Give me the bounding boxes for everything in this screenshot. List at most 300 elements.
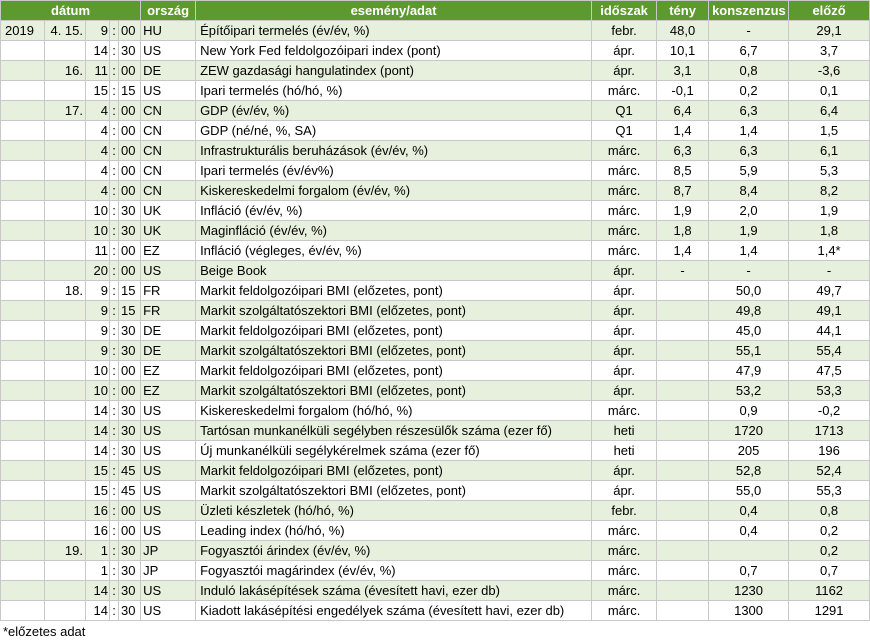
cell-period: márc. [592,141,657,161]
cell-event: Maginfláció (év/év, %) [196,221,592,241]
cell-country: DE [141,321,196,341]
cell-minute: 00 [119,241,141,261]
cell-year [1,561,45,581]
cell-event: Infrastrukturális beruházások (év/év, %) [196,141,592,161]
cell-period: márc. [592,521,657,541]
cell-day [45,321,86,341]
cell-minute: 00 [119,261,141,281]
cell-day [45,141,86,161]
cell-consensus: 6,7 [709,41,789,61]
cell-hour: 4 [86,161,110,181]
cell-consensus: 0,4 [709,521,789,541]
cell-time-separator: : [110,541,119,561]
cell-minute: 30 [119,601,141,621]
cell-previous: 1,5 [789,121,870,141]
cell-day [45,341,86,361]
cell-period: ápr. [592,381,657,401]
cell-consensus: 205 [709,441,789,461]
cell-minute: 45 [119,461,141,481]
cell-previous: 55,4 [789,341,870,361]
cell-consensus: 0,2 [709,81,789,101]
cell-consensus: 55,1 [709,341,789,361]
cell-minute: 30 [119,421,141,441]
cell-minute: 00 [119,361,141,381]
cell-day [45,561,86,581]
cell-event: Fogyasztói magárindex (év/év, %) [196,561,592,581]
cell-country: CN [141,101,196,121]
cell-year [1,201,45,221]
table-row [1,141,870,161]
cell-time-separator: : [110,181,119,201]
cell-country: US [141,481,196,501]
cell-period: márc. [592,581,657,601]
cell-previous: 1,8 [789,221,870,241]
cell-period: Q1 [592,121,657,141]
cell-period: heti [592,441,657,461]
cell-day [45,181,86,201]
cell-year [1,101,45,121]
cell-event: Új munkanélküli segélykérelmek száma (ezer fő) [196,441,592,461]
cell-event: Induló lakásépítések száma (évesített havi, ezer db) [196,581,592,601]
cell-hour: 14 [86,601,110,621]
cell-consensus: 8,4 [709,181,789,201]
cell-year: 2019 [1,21,45,41]
cell-consensus: 52,8 [709,461,789,481]
cell-fact: 3,1 [657,61,709,81]
cell-year [1,181,45,201]
cell-time-separator: : [110,81,119,101]
table-body [1,21,870,621]
cell-day: 18. [45,281,86,301]
cell-period: ápr. [592,361,657,381]
cell-hour: 10 [86,221,110,241]
cell-time-separator: : [110,401,119,421]
table-row [1,601,870,621]
cell-consensus: 45,0 [709,321,789,341]
cell-fact [657,461,709,481]
cell-hour: 4 [86,181,110,201]
cell-period: márc. [592,81,657,101]
cell-country: US [141,461,196,481]
table-row [1,561,870,581]
cell-year [1,301,45,321]
cell-country: US [141,601,196,621]
table-row [1,441,870,461]
cell-year [1,141,45,161]
cell-minute: 30 [119,221,141,241]
cell-country: US [141,81,196,101]
cell-previous: 29,1 [789,21,870,41]
cell-previous: 3,7 [789,41,870,61]
table-row [1,501,870,521]
cell-hour: 9 [86,21,110,41]
cell-fact [657,441,709,461]
cell-consensus: 50,0 [709,281,789,301]
cell-day [45,521,86,541]
cell-country: DE [141,341,196,361]
cell-time-separator: : [110,361,119,381]
table-row [1,101,870,121]
cell-period: márc. [592,241,657,261]
cell-consensus: 1,4 [709,121,789,141]
cell-previous: 55,3 [789,481,870,501]
cell-country: US [141,501,196,521]
cell-country: US [141,41,196,61]
cell-consensus: 53,2 [709,381,789,401]
cell-day [45,241,86,261]
cell-event: Markit szolgáltatószektori BMI (előzetes, pont) [196,481,592,501]
cell-hour: 14 [86,41,110,61]
cell-period: márc. [592,401,657,421]
cell-time-separator: : [110,461,119,481]
table-row [1,201,870,221]
cell-period: márc. [592,201,657,221]
cell-event: Markit feldolgozóipari BMI (előzetes, pont) [196,461,592,481]
cell-day: 16. [45,61,86,81]
cell-fact: 1,9 [657,201,709,221]
cell-consensus: 5,9 [709,161,789,181]
header-previous: előző [789,1,870,21]
header-period: időszak [592,1,657,21]
table-row [1,81,870,101]
cell-consensus: 0,9 [709,401,789,421]
cell-fact [657,401,709,421]
cell-fact [657,281,709,301]
cell-minute: 00 [119,121,141,141]
cell-previous: 8,2 [789,181,870,201]
cell-period: márc. [592,161,657,181]
cell-event: Leading index (hó/hó, %) [196,521,592,541]
cell-previous: 47,5 [789,361,870,381]
cell-hour: 16 [86,501,110,521]
cell-period: ápr. [592,61,657,81]
cell-hour: 14 [86,441,110,461]
cell-minute: 00 [119,141,141,161]
cell-year [1,121,45,141]
cell-period: márc. [592,221,657,241]
cell-year [1,221,45,241]
cell-fact [657,301,709,321]
table-row [1,241,870,261]
cell-fact [657,381,709,401]
cell-country: DE [141,61,196,81]
cell-minute: 30 [119,401,141,421]
cell-day [45,441,86,461]
cell-year [1,281,45,301]
cell-hour: 15 [86,461,110,481]
cell-year [1,241,45,261]
cell-fact: 10,1 [657,41,709,61]
cell-hour: 1 [86,561,110,581]
cell-country: US [141,521,196,541]
header-country: ország [141,1,196,21]
cell-country: US [141,421,196,441]
cell-period: ápr. [592,41,657,61]
cell-minute: 00 [119,61,141,81]
cell-year [1,481,45,501]
cell-year [1,461,45,481]
cell-minute: 00 [119,161,141,181]
cell-time-separator: : [110,321,119,341]
cell-consensus [709,541,789,561]
cell-time-separator: : [110,421,119,441]
cell-consensus: - [709,261,789,281]
cell-hour: 14 [86,421,110,441]
cell-year [1,41,45,61]
cell-hour: 4 [86,101,110,121]
cell-minute: 15 [119,301,141,321]
cell-country: FR [141,281,196,301]
cell-consensus: 55,0 [709,481,789,501]
cell-time-separator: : [110,521,119,541]
cell-consensus: 1,4 [709,241,789,261]
cell-time-separator: : [110,241,119,261]
cell-time-separator: : [110,281,119,301]
cell-hour: 16 [86,521,110,541]
cell-hour: 10 [86,201,110,221]
cell-period: márc. [592,601,657,621]
cell-year [1,261,45,281]
cell-event: Markit feldolgozóipari BMI (előzetes, pont) [196,321,592,341]
table-row [1,281,870,301]
cell-year [1,601,45,621]
cell-minute: 00 [119,381,141,401]
cell-consensus: 0,4 [709,501,789,521]
cell-day [45,481,86,501]
header-date: dátum [1,1,141,21]
cell-consensus: 49,8 [709,301,789,321]
cell-time-separator: : [110,561,119,581]
cell-hour: 14 [86,401,110,421]
cell-fact [657,341,709,361]
header-fact: tény [657,1,709,21]
cell-country: EZ [141,241,196,261]
cell-country: FR [141,301,196,321]
cell-country: UK [141,201,196,221]
table-row [1,61,870,81]
cell-minute: 00 [119,501,141,521]
table-row [1,121,870,141]
cell-time-separator: : [110,201,119,221]
cell-day [45,401,86,421]
cell-country: EZ [141,381,196,401]
table-row [1,321,870,341]
cell-previous: 49,1 [789,301,870,321]
table-row [1,421,870,441]
cell-event: Beige Book [196,261,592,281]
cell-event: Markit feldolgozóipari BMI (előzetes, pont) [196,361,592,381]
cell-hour: 9 [86,281,110,301]
cell-fact [657,541,709,561]
cell-hour: 9 [86,341,110,361]
cell-previous: 0,7 [789,561,870,581]
cell-hour: 10 [86,381,110,401]
table-row [1,381,870,401]
cell-event: GDP (év/év, %) [196,101,592,121]
cell-year [1,501,45,521]
cell-minute: 15 [119,81,141,101]
cell-day [45,261,86,281]
cell-fact: -0,1 [657,81,709,101]
cell-event: Markit szolgáltatószektori BMI (előzetes, pont) [196,381,592,401]
cell-fact: 1,4 [657,241,709,261]
cell-fact [657,581,709,601]
cell-consensus: 0,7 [709,561,789,581]
cell-year [1,81,45,101]
cell-year [1,421,45,441]
cell-fact: - [657,261,709,281]
cell-fact [657,501,709,521]
table-row [1,461,870,481]
cell-country: US [141,441,196,461]
cell-hour: 9 [86,301,110,321]
table-row [1,541,870,561]
cell-time-separator: : [110,381,119,401]
cell-event: ZEW gazdasági hangulatindex (pont) [196,61,592,81]
cell-year [1,161,45,181]
cell-country: US [141,581,196,601]
cell-consensus: 2,0 [709,201,789,221]
cell-period: ápr. [592,301,657,321]
footnote: *előzetes adat [3,624,86,639]
cell-minute: 30 [119,321,141,341]
cell-day [45,121,86,141]
cell-previous: 0,2 [789,521,870,541]
cell-hour: 20 [86,261,110,281]
table-row [1,521,870,541]
cell-hour: 4 [86,121,110,141]
cell-fact [657,521,709,541]
cell-fact: 8,7 [657,181,709,201]
cell-country: JP [141,541,196,561]
cell-day [45,361,86,381]
cell-previous: - [789,261,870,281]
cell-previous: 1162 [789,581,870,601]
cell-time-separator: : [110,121,119,141]
cell-previous: 0,8 [789,501,870,521]
cell-country: US [141,401,196,421]
cell-period: febr. [592,21,657,41]
cell-previous: 53,3 [789,381,870,401]
cell-previous: 6,1 [789,141,870,161]
cell-hour: 10 [86,361,110,381]
table-row [1,481,870,501]
cell-fact [657,561,709,581]
cell-event: GDP (né/né, %, SA) [196,121,592,141]
cell-hour: 9 [86,321,110,341]
cell-fact [657,421,709,441]
cell-minute: 00 [119,21,141,41]
cell-fact: 6,3 [657,141,709,161]
cell-hour: 11 [86,61,110,81]
cell-day [45,461,86,481]
table-row [1,41,870,61]
cell-time-separator: : [110,161,119,181]
cell-day [45,381,86,401]
cell-consensus: 6,3 [709,141,789,161]
cell-minute: 15 [119,281,141,301]
cell-day [45,201,86,221]
cell-time-separator: : [110,341,119,361]
cell-year [1,581,45,601]
table-row [1,361,870,381]
cell-previous: 52,4 [789,461,870,481]
cell-year [1,441,45,461]
cell-country: HU [141,21,196,41]
cell-time-separator: : [110,441,119,461]
cell-previous: 5,3 [789,161,870,181]
cell-minute: 30 [119,441,141,461]
cell-minute: 30 [119,541,141,561]
cell-country: UK [141,221,196,241]
cell-time-separator: : [110,301,119,321]
cell-country: CN [141,121,196,141]
cell-period: Q1 [592,101,657,121]
cell-event: Ipari termelés (hó/hó, %) [196,81,592,101]
cell-hour: 4 [86,141,110,161]
table-row [1,341,870,361]
cell-consensus: 47,9 [709,361,789,381]
cell-year [1,361,45,381]
cell-time-separator: : [110,501,119,521]
cell-event: Infláció (év/év, %) [196,201,592,221]
cell-time-separator: : [110,101,119,121]
cell-previous: 44,1 [789,321,870,341]
cell-time-separator: : [110,41,119,61]
cell-fact: 6,4 [657,101,709,121]
cell-fact: 8,5 [657,161,709,181]
cell-time-separator: : [110,221,119,241]
cell-period: márc. [592,561,657,581]
cell-consensus: 1,9 [709,221,789,241]
cell-previous: 1713 [789,421,870,441]
cell-period: márc. [592,181,657,201]
cell-event: Kiadott lakásépítési engedélyek száma (évesített havi, ezer db) [196,601,592,621]
cell-previous: 49,7 [789,281,870,301]
table-row [1,301,870,321]
cell-country: CN [141,161,196,181]
cell-previous: -3,6 [789,61,870,81]
cell-previous: 1291 [789,601,870,621]
cell-period: ápr. [592,481,657,501]
cell-day [45,221,86,241]
cell-hour: 14 [86,581,110,601]
cell-day [45,421,86,441]
cell-event: Markit szolgáltatószektori BMI (előzetes, pont) [196,301,592,321]
cell-event: Markit feldolgozóipari BMI (előzetes, pont) [196,281,592,301]
cell-country: US [141,261,196,281]
cell-fact [657,321,709,341]
cell-time-separator: : [110,61,119,81]
cell-period: ápr. [592,461,657,481]
cell-day [45,161,86,181]
cell-minute: 30 [119,341,141,361]
cell-country: CN [141,141,196,161]
cell-fact [657,601,709,621]
header-consensus: konszenzus [709,1,789,21]
cell-minute: 00 [119,181,141,201]
cell-period: ápr. [592,321,657,341]
cell-year [1,61,45,81]
cell-fact [657,361,709,381]
cell-period: ápr. [592,261,657,281]
cell-country: EZ [141,361,196,381]
cell-day [45,41,86,61]
cell-event: Építőipari termelés (év/év, %) [196,21,592,41]
table-row [1,161,870,181]
cell-previous: 0,2 [789,541,870,561]
cell-time-separator: : [110,141,119,161]
